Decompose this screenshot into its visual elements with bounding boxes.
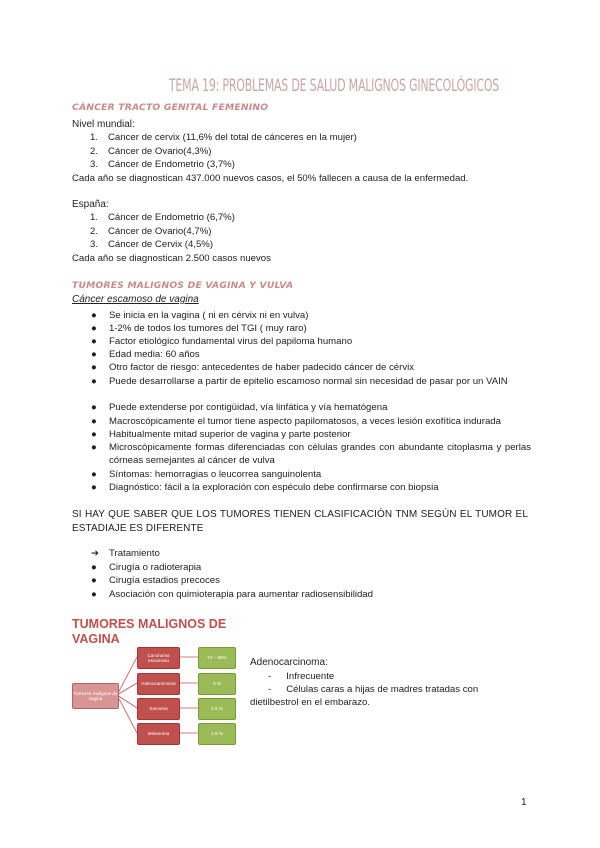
list-item: 3. Cáncer de Cervix (4,5%): [90, 239, 214, 250]
list-item: 2. Cáncer de Ovario(4,7%): [90, 226, 212, 237]
list-item: 1. Cancer de cervix (11,6% del total de cánceres en la mujer): [90, 132, 357, 143]
section-heading-tumores-vagina-vulva: TUMORES MALIGNOS DE VAGINA Y VULVA: [72, 280, 294, 291]
tree-node-adenocarcinoma: Adenocarcinoma: [137, 673, 180, 695]
tree-value-carcinoma: 74 – 86%: [198, 647, 236, 669]
page-number: 1: [521, 797, 527, 808]
section-heading-cancer-tracto: CÁNCER TRACTO GENITAL FEMENINO: [72, 102, 269, 113]
tree-value-sarcoma: 2.6 %: [198, 698, 236, 720]
adeno-heading: Adenocarcinoma:: [250, 657, 328, 668]
spain-label: España:: [72, 199, 109, 210]
tree-root-node: Tumores malignos de vagina: [72, 683, 119, 709]
arrow-icon: ➔: [91, 548, 100, 559]
spain-note: Cada año se diagnostican 2.500 casos nuevos: [72, 253, 271, 264]
subheading-cancer-escamoso: Cáncer escamoso de vagina: [72, 294, 199, 305]
list-item: 3. Cáncer de Endometrio (3,7%): [90, 159, 235, 170]
tree-node-melanoma: Melanoma: [137, 723, 180, 745]
list-item: 2. Cáncer de Ovario(4,3%): [90, 146, 212, 157]
tnm-note: SI HAY QUE SABER QUE LOS TUMORES TIENEN CLASIFICACIÓN TNM SEGÚN EL TUMOR EL ESTADIAJE ES DIFERENTE: [72, 509, 528, 534]
tree-node-sarcoma: Sarcoma: [137, 698, 180, 720]
figure-title: TUMORES MALIGNOS DE VAGINA: [72, 617, 227, 646]
page-title: TEMA 19: PROBLEMAS DE SALUD MALIGNOS GINECOLÓGICOS: [168, 76, 500, 96]
tree-value-adenocarcinoma: 9 %: [198, 673, 236, 695]
world-label: Nivel mundial:: [72, 119, 135, 130]
world-note: Cada año se diagnostican 437.000 nuevos casos, el 50% fallecen a causa de la enfermedad.: [72, 173, 469, 184]
tree-value-melanoma: 1.6 %: [198, 723, 236, 745]
list-item: 1. Cáncer de Endometrio (6,7%): [90, 212, 235, 223]
adeno-item: - Células caras a hijas de madres tratadas con dietilbestrol en el embarazo.: [250, 684, 479, 708]
tree-node-carcinoma: Carcinoma escamoso: [137, 647, 180, 669]
adeno-item: - Infrecuente: [268, 671, 335, 682]
